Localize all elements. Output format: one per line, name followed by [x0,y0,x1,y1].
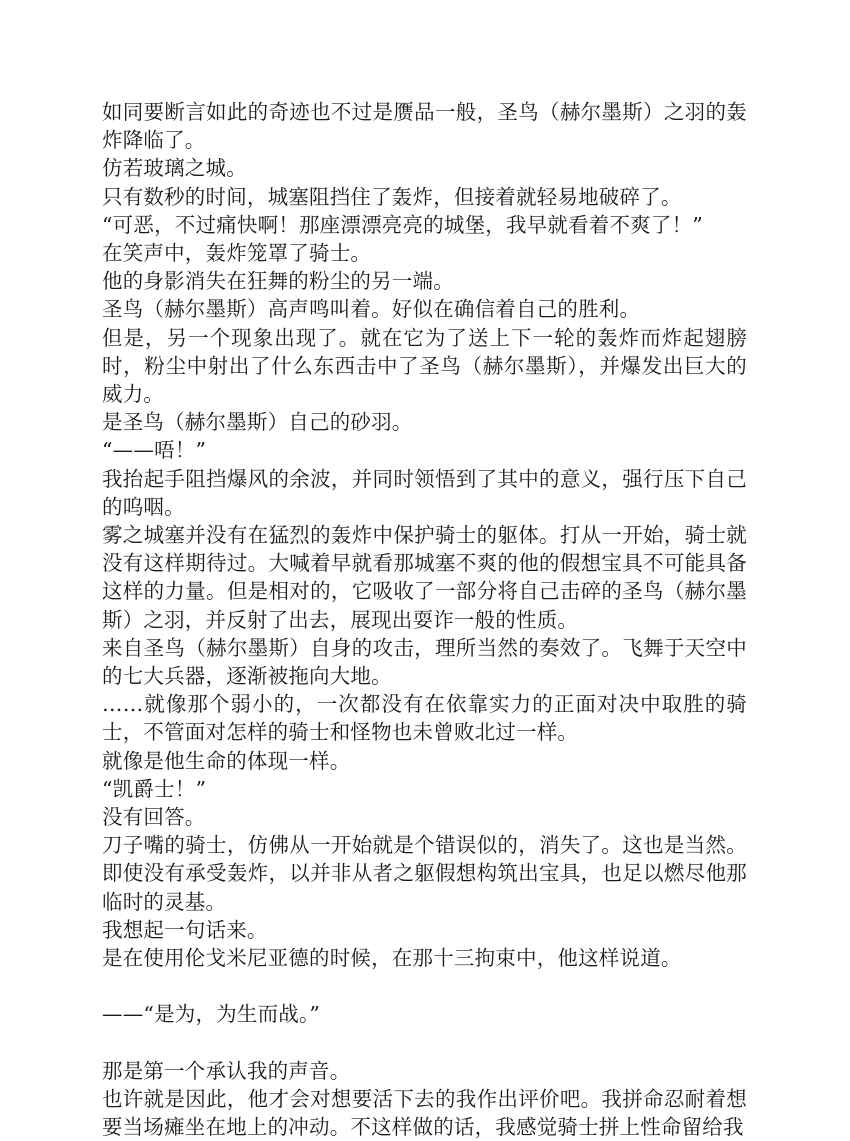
paragraph: 如同要断言如此的奇迹也不过是赝品一般，圣鸟（赫尔墨斯）之羽的轰炸降临了。 [102,100,747,153]
paragraph: “凯爵士！” [102,776,207,801]
paragraph: ……就像那个弱小的，一次都没有在依靠实力的正面对决中取胜的骑士，不管面对怎样的骑士和怪物也未曾败北过一样。 [102,692,747,745]
paragraph: “——唔！” [102,438,207,463]
paragraph: 圣鸟（赫尔墨斯）高声鸣叫着。好似在确信着自己的胜利。 [102,297,641,322]
paragraph: 也许就是因此，他才会对想要活下去的我作出评价吧。我拼命忍耐着想要当场瘫坐在地上的冲动。不这样做的话，我感觉骑士拼上性命留给我 [102,1086,747,1139]
paragraph: 没有回答。 [102,805,206,830]
paragraph: 刀子嘴的骑士，仿佛从一开始就是个错误似的，消失了。这也是当然。即使没有承受轰炸，以并非从者之躯假想构筑出宝具，也足以燃尽他那临时的灵基。 [102,833,747,914]
document-page [102,98,747,1141]
paragraph: 就像是他生命的体现一样。 [102,748,351,773]
paragraph: 是圣鸟（赫尔墨斯）自己的砂羽。 [102,410,413,435]
paragraph: 那是第一个承认我的声音。 [102,1058,351,1083]
paragraph: 我抬起手阻挡爆风的余波，并同时领悟到了其中的意义，强行压下自己的呜咽。 [102,466,747,519]
paragraph-spacer [102,972,747,1000]
paragraph: 他的身影消失在狂舞的粉尘的另一端。 [102,269,454,294]
paragraph: 是在使用伦戈米尼亚德的时候，在那十三拘束中，他这样说道。 [102,946,682,971]
paragraph: 在笑声中，轰炸笼罩了骑士。 [102,241,372,266]
paragraph: 雾之城塞并没有在猛烈的轰炸中保护骑士的躯体。打从一开始，骑士就没有这样期待过。大喊着早就看那城塞不爽的他的假想宝具不可能具备这样的力量。但是相对的，它吸收了一部分将自己击碎的圣鸟（赫尔墨斯）之羽，并反射了出去，展现出耍诈一般的性质。 [102,523,747,632]
paragraph: 只有数秒的时间，城塞阻挡住了轰炸，但接着就轻易地破碎了。 [102,184,682,209]
quote-line: ——“是为，为生而战。” [102,1002,321,1027]
paragraph: 仿若玻璃之城。 [102,156,247,181]
paragraph: 我想起一句话来。 [102,917,268,942]
paragraph-spacer [102,1029,747,1057]
paragraph: “可恶，不过痛快啊！那座漂漂亮亮的城堡，我早就看着不爽了！” [102,212,703,237]
paragraph: 但是，另一个现象出现了。就在它为了送上下一轮的轰炸而炸起翅膀时，粉尘中射出了什么东西击中了圣鸟（赫尔墨斯），并爆发出巨大的威力。 [102,325,747,407]
paragraph: 来自圣鸟（赫尔墨斯）自身的攻击，理所当然的奏效了。飞舞于天空中的七大兵器，逐渐被拖向大地。 [102,635,747,689]
